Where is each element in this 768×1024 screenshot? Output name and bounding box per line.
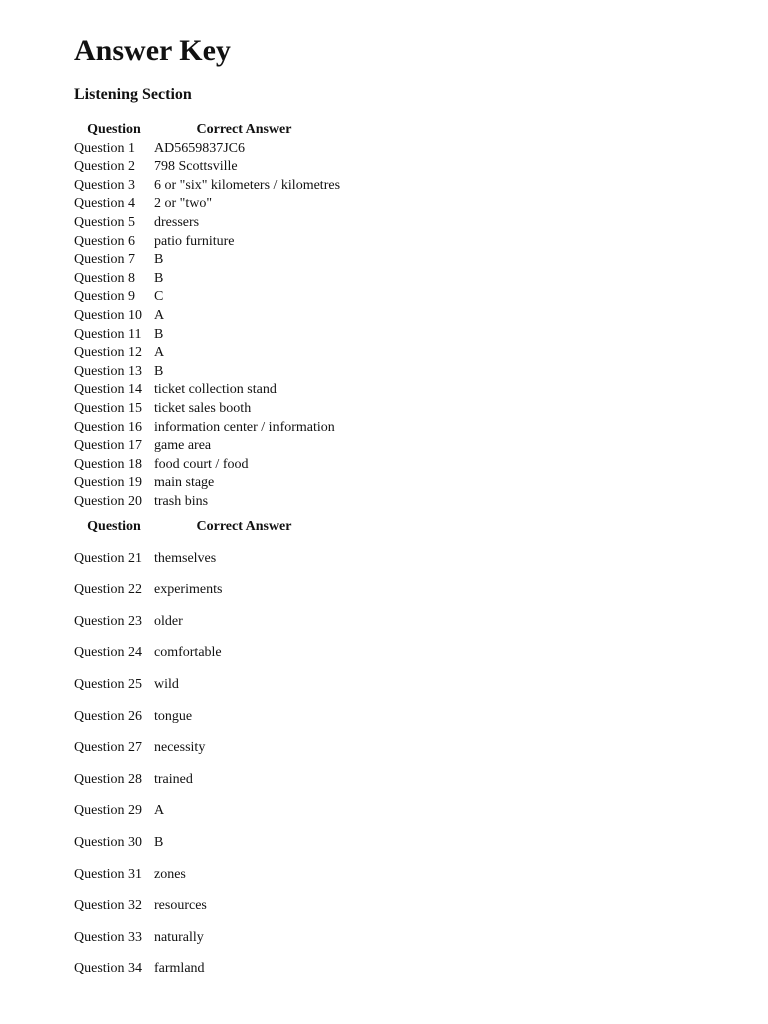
answer-text: main stage (154, 475, 215, 491)
answer-text: B (154, 834, 164, 850)
question-label: Question 2 (74, 159, 136, 175)
question-label: Question 33 (74, 929, 143, 945)
answer-text: trash bins (154, 493, 209, 509)
answer-text: patio furniture (154, 233, 235, 249)
answer-table-2 (74, 518, 334, 992)
question-label: Question 22 (74, 582, 143, 598)
answer-text: 798 Scottsville (154, 159, 238, 175)
table-row (74, 381, 340, 400)
answer-text: game area (154, 438, 212, 454)
table-row (74, 739, 334, 771)
table-row (74, 960, 334, 992)
table-row (74, 834, 334, 866)
answer-text: experiments (154, 582, 223, 598)
table-row (74, 493, 340, 512)
question-label: Question 20 (74, 493, 143, 509)
table-row (74, 140, 340, 159)
answer-text: wild (154, 676, 179, 692)
question-label: Question 25 (74, 676, 143, 692)
header-answer: Correct Answer (196, 122, 292, 137)
table-row (74, 307, 340, 326)
section-heading: Listening Section (74, 86, 192, 103)
table-row (74, 771, 334, 803)
question-label: Question 9 (74, 289, 136, 305)
answer-text: A (154, 345, 165, 361)
question-label: Question 27 (74, 740, 143, 756)
page-title: Answer Key (74, 34, 231, 67)
header-answer: Correct Answer (196, 519, 292, 534)
table-row (74, 288, 340, 307)
question-label: Question 12 (74, 345, 143, 361)
question-label: Question 23 (74, 613, 143, 629)
answer-text: B (154, 326, 164, 342)
table-row (74, 581, 334, 613)
table-row (74, 363, 340, 382)
table-row (74, 400, 340, 419)
question-label: Question 4 (74, 196, 136, 212)
question-label: Question 28 (74, 771, 143, 787)
answer-text: resources (154, 898, 207, 914)
table-row (74, 866, 334, 898)
header-question: Question (87, 519, 141, 534)
table-row (74, 644, 334, 676)
answer-text: information center / information (154, 419, 335, 435)
question-label: Question 32 (74, 898, 143, 914)
question-label: Question 17 (74, 438, 143, 454)
question-label: Question 24 (74, 645, 143, 661)
answer-text: trained (154, 771, 193, 787)
question-label: Question 19 (74, 475, 143, 491)
answer-text: B (154, 363, 164, 379)
table-row (74, 233, 340, 252)
question-label: Question 10 (74, 307, 143, 323)
question-label: Question 8 (74, 270, 136, 286)
table-row (74, 708, 334, 740)
answer-text: comfortable (154, 645, 222, 661)
answer-text: older (154, 613, 183, 629)
answer-text: C (154, 289, 164, 305)
table-row (74, 897, 334, 929)
table-row (74, 474, 340, 493)
answer-text: 6 or "six" kilometers / kilometres (154, 177, 341, 193)
answer-text: AD5659837JC6 (154, 140, 246, 156)
question-label: Question 30 (74, 834, 143, 850)
answer-text: ticket sales booth (154, 400, 252, 416)
table-row (74, 214, 340, 233)
question-label: Question 15 (74, 400, 143, 416)
table-row (74, 326, 340, 345)
table-row (74, 929, 334, 961)
answer-text: dressers (154, 214, 200, 230)
answer-text: A (154, 803, 165, 819)
question-label: Question 34 (74, 961, 143, 977)
answer-text: naturally (154, 929, 204, 945)
answer-text: farmland (154, 961, 205, 977)
table-row (74, 550, 334, 582)
table-row (74, 676, 334, 708)
question-label: Question 5 (74, 214, 136, 230)
table-row (74, 177, 340, 196)
question-label: Question 11 (74, 326, 142, 342)
question-label: Question 18 (74, 456, 143, 472)
table-row (74, 270, 340, 289)
answer-text: 2 or "two" (154, 196, 213, 212)
question-label: Question 13 (74, 363, 143, 379)
question-label: Question 16 (74, 419, 143, 435)
table-row (74, 195, 340, 214)
table-row (74, 419, 340, 438)
table-header (74, 518, 334, 537)
table-row (74, 613, 334, 645)
question-label: Question 6 (74, 233, 136, 249)
answer-text: themselves (154, 550, 217, 566)
question-label: Question 3 (74, 177, 136, 193)
answer-text: A (154, 307, 165, 323)
question-label: Question 7 (74, 252, 136, 268)
question-label: Question 1 (74, 140, 136, 156)
table-header (74, 121, 340, 140)
header-question: Question (87, 122, 141, 137)
table-row (74, 456, 340, 475)
question-label: Question 21 (74, 550, 143, 566)
question-label: Question 14 (74, 382, 143, 398)
table-row (74, 344, 340, 363)
answer-text: necessity (154, 740, 206, 756)
answer-text: B (154, 252, 164, 268)
table-row (74, 437, 340, 456)
question-label: Question 31 (74, 866, 143, 882)
answer-text: ticket collection stand (154, 382, 277, 398)
answer-text: B (154, 270, 164, 286)
table-row (74, 802, 334, 834)
answer-text: food court / food (154, 456, 249, 472)
question-label: Question 29 (74, 803, 143, 819)
question-label: Question 26 (74, 708, 143, 724)
answer-text: tongue (154, 708, 193, 724)
answer-text: zones (154, 866, 186, 882)
table-row (74, 158, 340, 177)
table-row (74, 251, 340, 270)
answer-table-1 (74, 121, 340, 511)
